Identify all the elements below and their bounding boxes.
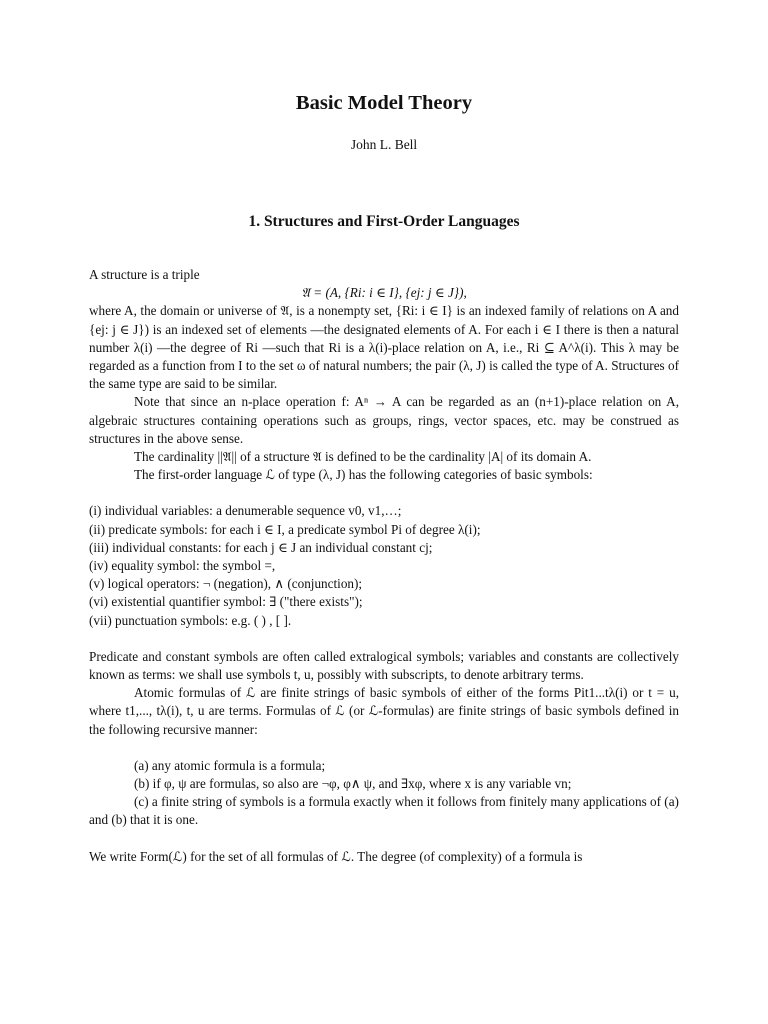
structure-formula: 𝔄 = (A, {Ri: i ∈ I}, {ej: j ∈ J}),: [301, 285, 467, 301]
document-title: Basic Model Theory: [295, 92, 473, 114]
list-item: (c) a finite string of symbols is a formula exactly when it follows from finitely many applications of (a) and (b) that it is one.: [89, 794, 679, 828]
list-item: (iii) individual constants: for each j ∈ J an individual constant cj;: [89, 539, 433, 555]
paragraph-structure-definition: where A, the domain or universe of 𝔄, is a nonempty set, {Ri: i ∈ I} is an indexed family of relations on A and {ej: j ∈ J}) is an indexed set of elements —the designated elements of A. For each i ∈ I there is then a natural number λ(i) —the degree of Ri —such that Ri is a λ(i)-place relation on A, i.e., Ri ⊆ A^λ(i). This λ may be regarded as a function from I to the set ω of natural numbers; the pair (λ, J) is called the type of A. Structures of the same type are said to be similar.: [89, 303, 679, 392]
list-item: (vii) punctuation symbols: e.g. ( ) , [ ].: [89, 612, 292, 628]
paragraph-structure-intro: A structure is a triple: [89, 267, 200, 282]
list-item: (ii) predicate symbols: for each i ∈ I, a predicate symbol Pi of degree λ(i);: [89, 521, 481, 537]
paragraph-atomic-formulas: Atomic formulas of ℒ are finite strings of basic symbols of either of the forms Pit1...tλ(i) or t = u, where t1,..., tλ(i), t, u are terms. Formulas of ℒ (or ℒ-formulas) are finite strings of basic symbols defined in the following recursive manner:: [89, 685, 679, 737]
paragraph-form-definition: We write Form(ℒ) for the set of all formulas of ℒ. The degree (of complexity) of a formula is: [89, 848, 583, 864]
document-body: [89, 266, 679, 866]
paragraph-first-order-language: The first-order language ℒ of type (λ, J) has the following categories of basic symbols:: [134, 467, 593, 483]
list-item: (i) individual variables: a denumerable sequence v0, v1,…;: [89, 503, 402, 519]
paragraph-cardinality: The cardinality ||𝔄|| of a structure 𝔄 is defined to be the cardinality |A| of its domain A.: [134, 449, 592, 465]
basic-symbols-list: [89, 502, 679, 629]
paragraph-extralogical-symbols: Predicate and constant symbols are often called extralogical symbols; variables and constants are collectively known as terms: we shall use symbols t, u, possibly with subscripts, to denote arbitrary terms.: [89, 648, 679, 683]
section-heading: 1. Structures and First-Order Languages: [248, 213, 520, 230]
author-name: John L. Bell: [350, 137, 418, 152]
spacer: [89, 739, 679, 757]
spacer: [89, 830, 679, 848]
formula-rules-list: [89, 757, 679, 830]
list-item: (iv) equality symbol: the symbol =,: [89, 558, 276, 574]
spacer: [89, 484, 679, 502]
paragraph-operations-note: Note that since an n-place operation f: Aⁿ → A can be regarded as an (n+1)-place relation on A, algebraic structures containing operations such as groups, rings, vector spaces, etc. may be construed as structures in the above sense.: [89, 394, 679, 446]
list-item: (v) logical operators: ¬ (negation), ∧ (conjunction);: [89, 576, 363, 592]
list-item: (b) if φ, ψ are formulas, so also are ¬φ, φ∧ ψ, and ∃xφ, where x is any variable vn;: [134, 776, 572, 792]
list-item: (a) any atomic formula is a formula;: [134, 757, 326, 773]
spacer: [89, 630, 679, 648]
list-item: (vi) existential quantifier symbol: ∃ ("there exists");: [89, 594, 363, 610]
